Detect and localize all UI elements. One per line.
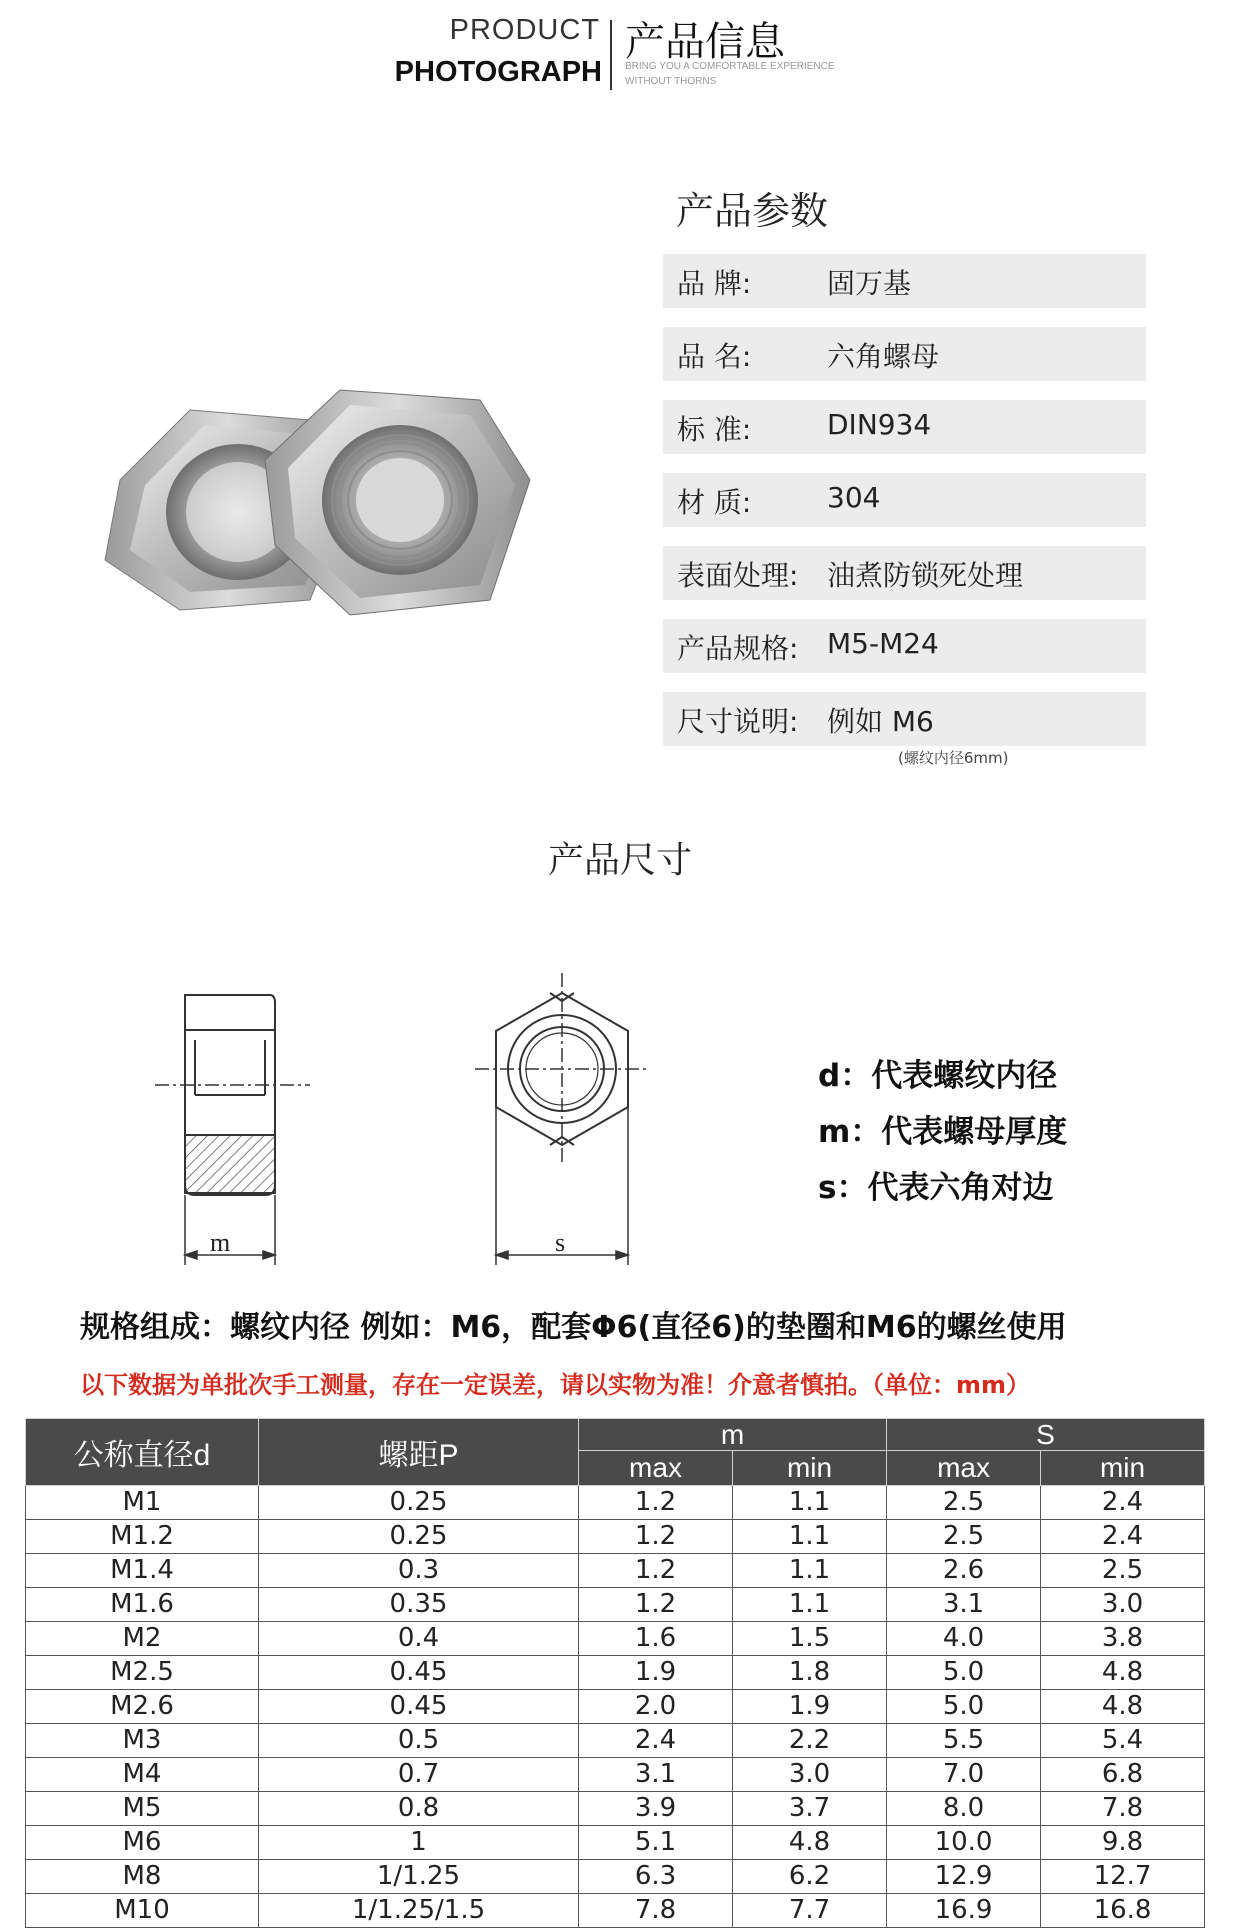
- dimensions-title: 产品尺寸: [548, 840, 693, 881]
- legend-s: s：代表六角对边: [818, 1170, 1054, 1206]
- table-cell: M8: [26, 1860, 259, 1894]
- param-value: DIN934: [827, 408, 932, 441]
- table-cell: 0.25: [259, 1520, 579, 1554]
- spec-composition-note: 规格组成：螺纹内径 例如：M6，配套Φ6(直径6)的垫圈和M6的螺丝使用: [80, 1310, 1067, 1345]
- table-cell: 5.4: [1041, 1724, 1205, 1758]
- table-cell: 4.8: [1041, 1656, 1205, 1690]
- table-cell: 0.4: [259, 1622, 579, 1656]
- table-cell: 1: [259, 1826, 579, 1860]
- param-row-surface: [663, 546, 1146, 600]
- param-label: 表面处理:: [677, 559, 799, 592]
- table-cell: 3.1: [887, 1588, 1041, 1622]
- param-label: 品 牌:: [677, 267, 752, 300]
- header-en-line1: PRODUCT: [449, 14, 600, 46]
- table-row: [26, 1792, 1205, 1826]
- table-cell: 5.1: [579, 1826, 733, 1860]
- table-cell: 1.2: [579, 1588, 733, 1622]
- table-cell: M1.2: [26, 1520, 259, 1554]
- param-row-material: [663, 473, 1146, 527]
- table-cell: 2.2: [733, 1724, 887, 1758]
- table-cell: 16.8: [1041, 1894, 1205, 1928]
- header-m-max: max: [579, 1451, 733, 1486]
- table-cell: 9.8: [1041, 1826, 1205, 1860]
- table-cell: 1.1: [733, 1554, 887, 1588]
- table-cell: 0.5: [259, 1724, 579, 1758]
- table-row: [26, 1724, 1205, 1758]
- table-cell: 5.0: [887, 1656, 1041, 1690]
- table-cell: 1.5: [733, 1622, 887, 1656]
- params-title: 产品参数: [676, 189, 829, 233]
- hex-nut-photo: [60, 360, 590, 680]
- table-row: [26, 1894, 1205, 1928]
- table-cell: 0.25: [259, 1486, 579, 1520]
- table-row: [26, 1758, 1205, 1792]
- table-cell: 1.9: [733, 1690, 887, 1724]
- table-row: [26, 1588, 1205, 1622]
- table-cell: 1.1: [733, 1588, 887, 1622]
- param-value: 六角螺母: [827, 340, 940, 373]
- table-cell: 2.5: [887, 1520, 1041, 1554]
- param-row-brand: [663, 254, 1146, 308]
- table-cell: 6.3: [579, 1860, 733, 1894]
- table-cell: M4: [26, 1758, 259, 1792]
- param-label: 品 名:: [677, 340, 752, 373]
- table-cell: 4.8: [733, 1826, 887, 1860]
- table-cell: M1.6: [26, 1588, 259, 1622]
- table-cell: M6: [26, 1826, 259, 1860]
- param-label: 尺寸说明:: [677, 705, 799, 738]
- table-cell: 1.2: [579, 1486, 733, 1520]
- table-cell: 1.6: [579, 1622, 733, 1656]
- table-cell: 3.7: [733, 1792, 887, 1826]
- legend-d: d：代表螺纹内径: [818, 1058, 1058, 1094]
- table-cell: 0.45: [259, 1690, 579, 1724]
- header-s-max: max: [887, 1451, 1041, 1486]
- table-cell: M10: [26, 1894, 259, 1928]
- table-cell: 5.5: [887, 1724, 1041, 1758]
- header-group-s: S: [887, 1419, 1205, 1451]
- table-cell: 1.1: [733, 1520, 887, 1554]
- table-cell: 3.0: [1041, 1588, 1205, 1622]
- param-value: M5-M24: [827, 627, 939, 660]
- table-cell: 4.0: [887, 1622, 1041, 1656]
- param-row-name: [663, 327, 1146, 381]
- table-cell: 8.0: [887, 1792, 1041, 1826]
- param-value: 304: [827, 481, 881, 514]
- table-cell: 2.5: [1041, 1554, 1205, 1588]
- param-label: 材 质:: [677, 486, 752, 519]
- param-row-size-note: [663, 692, 1146, 746]
- table-cell: M5: [26, 1792, 259, 1826]
- table-cell: 4.8: [1041, 1690, 1205, 1724]
- table-cell: 6.2: [733, 1860, 887, 1894]
- table-row: [26, 1486, 1205, 1520]
- table-cell: 12.9: [887, 1860, 1041, 1894]
- header-group-m: m: [579, 1419, 887, 1451]
- table-cell: 7.0: [887, 1758, 1041, 1792]
- table-cell: 3.1: [579, 1758, 733, 1792]
- table-cell: 1.1: [733, 1486, 887, 1520]
- table-cell: 0.3: [259, 1554, 579, 1588]
- table-cell: 1/1.25/1.5: [259, 1894, 579, 1928]
- table-cell: 1/1.25: [259, 1860, 579, 1894]
- table-row: [26, 1860, 1205, 1894]
- table-cell: 3.8: [1041, 1622, 1205, 1656]
- table-cell: 1.8: [733, 1656, 887, 1690]
- header-title: 产品信息: [625, 19, 785, 65]
- table-cell: 7.7: [733, 1894, 887, 1928]
- table-row: [26, 1622, 1205, 1656]
- table-cell: M2.6: [26, 1690, 259, 1724]
- table-cell: 2.4: [1041, 1486, 1205, 1520]
- header-s-min: min: [1041, 1451, 1205, 1486]
- table-row: [26, 1520, 1205, 1554]
- table-cell: 2.4: [579, 1724, 733, 1758]
- table-cell: 7.8: [1041, 1792, 1205, 1826]
- table-cell: 3.0: [733, 1758, 887, 1792]
- table-cell: 16.9: [887, 1894, 1041, 1928]
- table-cell: 10.0: [887, 1826, 1041, 1860]
- table-cell: 2.0: [579, 1690, 733, 1724]
- label-s: s: [555, 1228, 566, 1257]
- table-row: [26, 1690, 1205, 1724]
- header-tagline-1: BRING YOU A COMFORTABLE EXPERIENCE: [625, 61, 835, 72]
- table-cell: 7.8: [579, 1894, 733, 1928]
- table-cell: 5.0: [887, 1690, 1041, 1724]
- table-cell: 6.8: [1041, 1758, 1205, 1792]
- table-cell: M2: [26, 1622, 259, 1656]
- table-cell: 1.9: [579, 1656, 733, 1690]
- table-cell: 0.8: [259, 1792, 579, 1826]
- param-label: 产品规格:: [677, 632, 799, 665]
- table-cell: 2.5: [887, 1486, 1041, 1520]
- params-note: (螺纹内径6mm): [898, 749, 1009, 767]
- measurement-warning: 以下数据为单批次手工测量，存在一定误差，请以实物为准！介意者慎拍。（单位：mm）: [80, 1371, 1031, 1399]
- table-cell: 3.9: [579, 1792, 733, 1826]
- label-m: m: [210, 1228, 231, 1257]
- table-row: [26, 1826, 1205, 1860]
- spec-table: [25, 1418, 1205, 1928]
- table-cell: M1.4: [26, 1554, 259, 1588]
- param-row-standard: [663, 400, 1146, 454]
- table-cell: 0.35: [259, 1588, 579, 1622]
- table-row: [26, 1656, 1205, 1690]
- table-cell: 2.6: [887, 1554, 1041, 1588]
- table-cell: 0.45: [259, 1656, 579, 1690]
- header-nominal-diameter: 公称直径d: [26, 1419, 259, 1486]
- header-pitch: 螺距P: [259, 1419, 579, 1486]
- table-cell: 2.4: [1041, 1520, 1205, 1554]
- param-row-spec: [663, 619, 1146, 673]
- table-cell: 0.7: [259, 1758, 579, 1792]
- header-divider: [610, 20, 612, 90]
- header-m-min: min: [733, 1451, 887, 1486]
- header-tagline-2: WITHOUT THORNS: [625, 76, 717, 87]
- legend-m: m：代表螺母厚度: [818, 1114, 1068, 1150]
- table-row: [26, 1554, 1205, 1588]
- dimension-drawing: [150, 955, 680, 1285]
- table-cell: M3: [26, 1724, 259, 1758]
- param-value: 例如 M6: [827, 705, 934, 738]
- table-cell: M2.5: [26, 1656, 259, 1690]
- param-label: 标 准:: [677, 413, 752, 446]
- param-value: 固万基: [827, 267, 912, 300]
- table-cell: M1: [26, 1486, 259, 1520]
- spec-table-body: [26, 1486, 1205, 1928]
- header-en-line2: PHOTOGRAPH: [394, 56, 602, 88]
- table-cell: 1.2: [579, 1520, 733, 1554]
- table-cell: 1.2: [579, 1554, 733, 1588]
- table-cell: 12.7: [1041, 1860, 1205, 1894]
- param-value: 油煮防锁死处理: [827, 559, 1024, 592]
